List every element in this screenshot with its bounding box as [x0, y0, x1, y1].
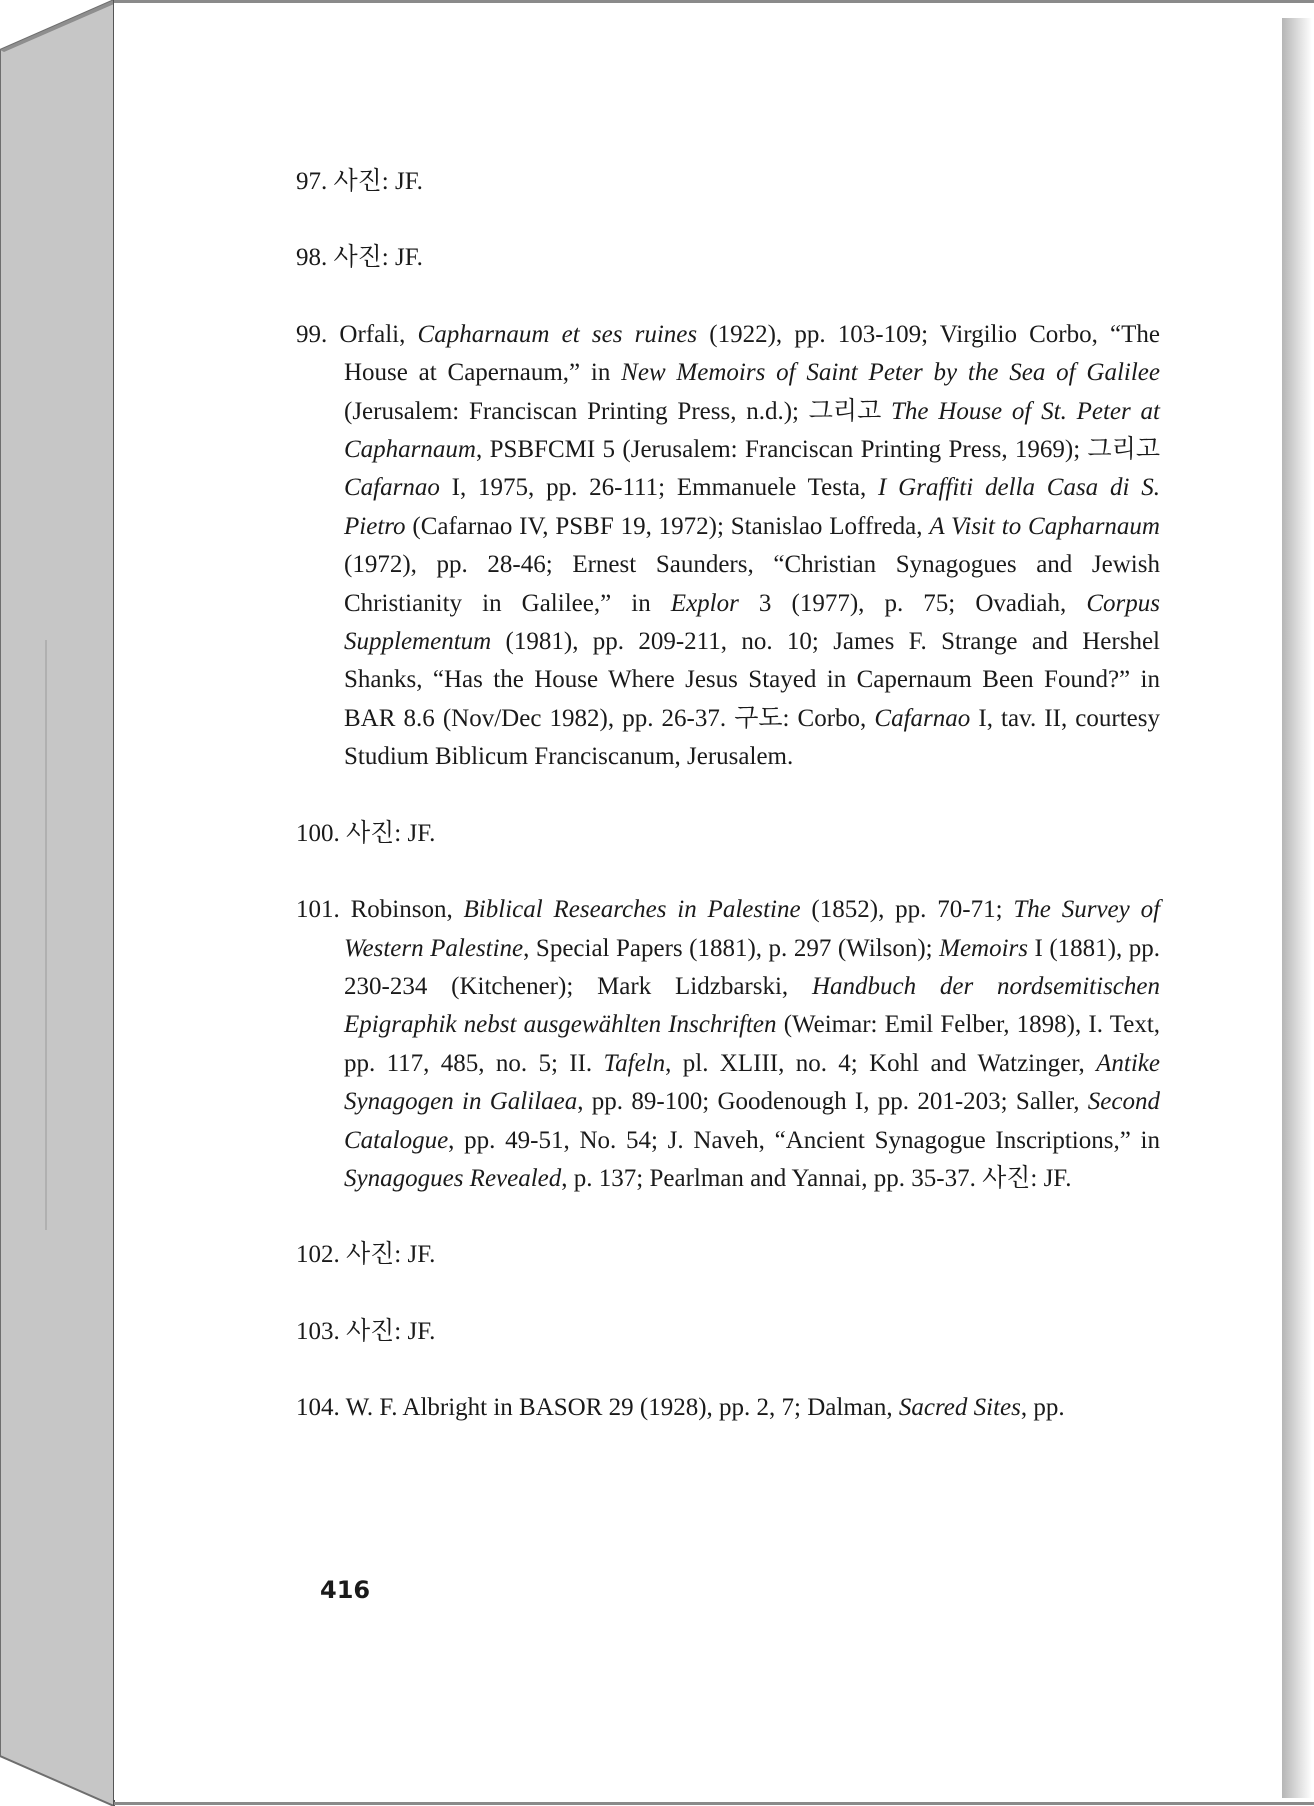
note-99 — [296, 316, 1160, 777]
note-text-segment: , pp. 49-51, No. 54; J. Naveh, “Ancient Synagogue Inscriptions,” in — [448, 1126, 1160, 1154]
note-text-segment: , PSBFCMI 5 (Jerusalem: Franciscan Printing Press, 1969); 그리고 — [475, 436, 1160, 464]
note-number: 100. — [296, 819, 340, 847]
note-text-segment: (1852), pp. 70-71; — [800, 896, 1014, 924]
italic-title: A Visit to Capharnaum — [929, 512, 1160, 540]
note-text-segment: (Cafarnao IV, PSBF 19, 1972); Stanislao Loffreda, — [405, 512, 930, 540]
note-body — [344, 896, 1160, 1192]
italic-title: Tafeln — [603, 1049, 666, 1077]
italic-title: Handbuch der nordsemitischen Epigraphik nebst ausgewählten Inschriften — [344, 972, 1160, 1039]
page-top-border — [114, 0, 1314, 3]
note-number: 97. — [296, 168, 328, 195]
note-text-segment: , pp. — [1020, 1394, 1065, 1422]
italic-title: Capharnaum et ses ruines — [417, 320, 698, 348]
page-bottom-border — [114, 1802, 1314, 1805]
italic-title: Cafarnao — [344, 474, 440, 502]
note-text: 사진: JF. — [346, 1317, 436, 1345]
note-text-segment: , Special Papers (1881), p. 297 (Wilson); — [523, 934, 940, 962]
note-100 — [296, 815, 1160, 853]
note-text-segment: (Jerusalem: Franciscan Printing Press, n.d.); 그리고 — [344, 397, 891, 425]
note-number: 102. — [296, 1241, 340, 1269]
note-text-segment: Orfali, — [339, 320, 418, 348]
note-text-segment: I, tav. II, courtesy Studium Biblicum Franciscanum, Jerusalem. — [344, 704, 1160, 771]
italic-title: Cafarnao — [874, 704, 971, 732]
note-body — [346, 1394, 1065, 1421]
note-text-segment: I (1881), pp. 230-234 (Kitchener); Mark Lidzbarski, — [344, 934, 1161, 1000]
note-number: 103. — [296, 1317, 340, 1345]
italic-title: The Survey of Western Palestine — [344, 896, 1161, 962]
page-edge-shadow — [1282, 18, 1312, 1798]
note-102 — [296, 1236, 1160, 1274]
italic-title: New Memoirs of Saint Peter by the Sea of Galilee — [621, 359, 1160, 387]
note-text-segment: (1972), pp. 28-46; Ernest Saunders, “Christian Synagogues and Jewish Christianity in Galilee,” in — [344, 551, 1160, 617]
note-104 — [296, 1389, 1160, 1427]
italic-title: The House of St. Peter at Capharnaum — [344, 397, 1160, 464]
note-text-segment: , p. 137; Pearlman and Yannai, pp. 35-37. 사진: JF. — [561, 1164, 1072, 1192]
note-text-segment: 3 (1977), p. 75; Ovadiah, — [738, 589, 1087, 617]
italic-title: Memoirs — [939, 934, 1029, 962]
note-97 — [296, 163, 1160, 201]
italic-title: Biblical Researches in Palestine — [463, 896, 801, 924]
note-text-segment: (1981), pp. 209-211, no. 10; James F. Strange and Hershel Shanks, “Has the House Where Jesus Stayed in Capernaum Been Found?” in BAR 8.6 (Nov/Dec 1982), pp. 26-37. 구도: Corbo, — [344, 628, 1160, 732]
italic-title: Second Catalogue — [344, 1088, 1160, 1154]
endnotes-list — [296, 163, 1160, 1428]
note-text-segment: , pp. 89-100; Goodenough I, pp. 201-203; Saller, — [577, 1088, 1088, 1116]
italic-title: Antike Synagogen in Galilaea — [344, 1049, 1160, 1116]
note-text: 사진: JF. — [333, 244, 423, 272]
italic-title: Synagogues Revealed — [344, 1164, 562, 1192]
note-text-segment: , pl. XLIII, no. 4; Kohl and Watzinger, — [665, 1049, 1097, 1077]
italic-title: Sacred Sites — [898, 1394, 1021, 1422]
note-number: 104. — [296, 1394, 340, 1422]
note-text: 사진: JF. — [333, 168, 423, 195]
note-number: 99. — [296, 320, 328, 348]
note-number: 98. — [296, 244, 328, 272]
note-98 — [296, 239, 1160, 277]
page-number: 416 — [320, 1576, 371, 1604]
note-number: 101. — [296, 896, 340, 924]
note-101 — [296, 891, 1160, 1198]
note-text: 사진: JF. — [346, 1241, 436, 1269]
note-text-segment: I, 1975, pp. 26-111; Emmanuele Testa, — [439, 474, 879, 502]
italic-title: Explor — [670, 589, 739, 617]
note-103 — [296, 1313, 1160, 1351]
note-text-segment: Robinson, — [350, 896, 464, 924]
note-text-segment: (1922), pp. 103-109; Virgilio Corbo, “The House at Capernaum,” in — [344, 320, 1160, 387]
note-body — [339, 321, 1160, 770]
note-text: 사진: JF. — [346, 819, 436, 847]
italic-title: I Graffiti della Casa di S. Pietro — [344, 474, 1160, 540]
italic-title: Corpus Supplementum — [344, 589, 1160, 656]
note-text-segment: (Weimar: Emil Felber, 1898), I. Text, pp. 117, 485, no. 5; II. — [344, 1011, 1161, 1077]
note-text-segment: W. F. Albright in BASOR 29 (1928), pp. 2, 7; Dalman, — [345, 1394, 899, 1422]
